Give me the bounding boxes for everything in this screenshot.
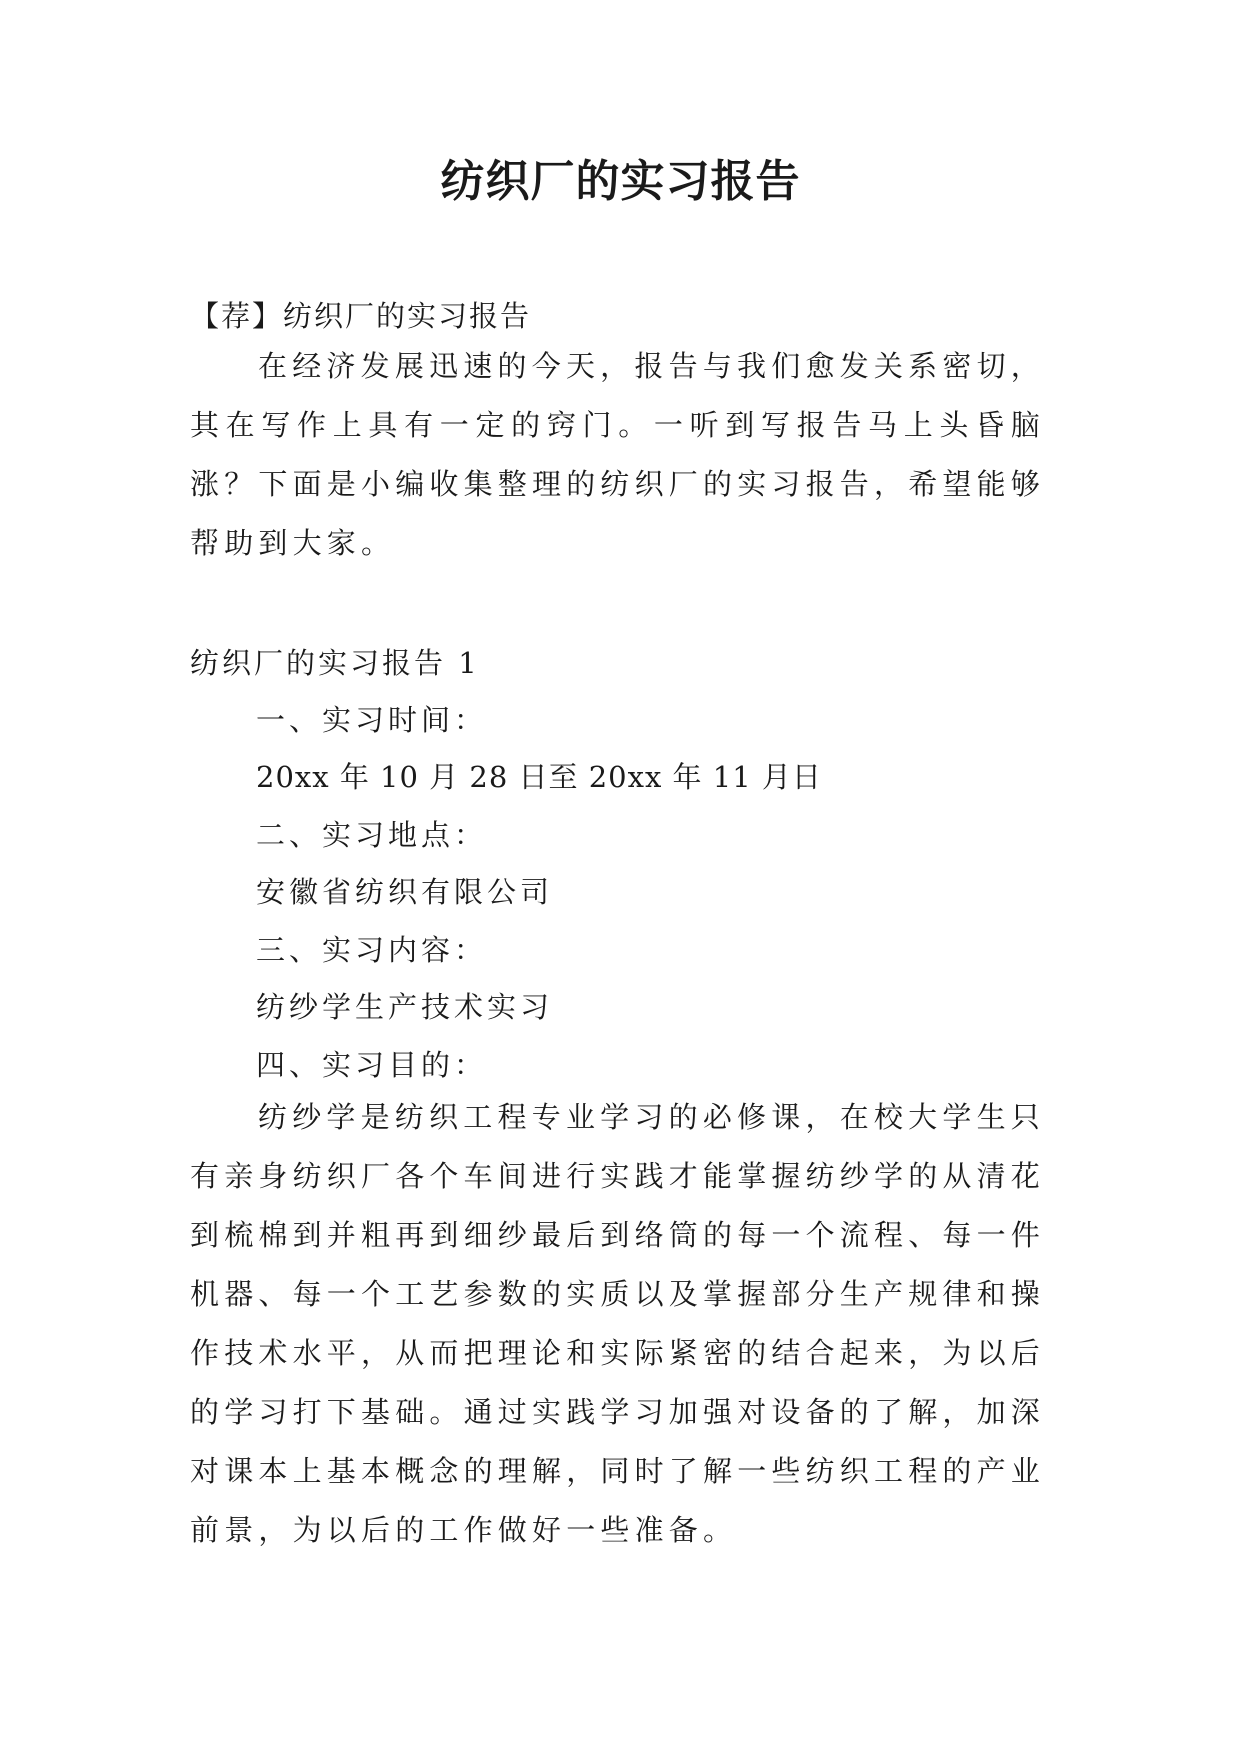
- section-heading: 纺织厂的实习报告 1: [190, 646, 480, 680]
- item-heading-location: 二、实习地点：: [256, 818, 488, 852]
- intro-paragraph: 在经济发展迅速的今天，报告与我们愈发关系密切，其在写作上具有一定的窍门。一听到写报告马上头昏脑涨？下面是小编收集整理的纺织厂的实习报告，希望能够帮助到大家。: [190, 349, 1046, 560]
- item-heading-purpose: 四、实习目的：: [256, 1048, 488, 1082]
- recommend-line: 【荐】纺织厂的实习报告: [190, 299, 532, 333]
- item-heading-content: 三、实习内容：: [256, 933, 488, 967]
- item-content-location: 安徽省纺织有限公司: [256, 875, 554, 909]
- item-content-time: 20xx 年 10 月 28 日至 20xx 年 11 月日: [256, 760, 822, 794]
- document-title: 纺织厂的实习报告: [440, 156, 801, 207]
- item-heading-time: 一、实习时间：: [256, 703, 488, 737]
- item-content-content: 纺纱学生产技术实习: [256, 990, 554, 1024]
- purpose-paragraph: 纺纱学是纺织工程专业学习的必修课，在校大学生只有亲身纺织厂各个车间进行实践才能掌握纺纱学的从清花到梳棉到并粗再到细纱最后到络筒的每一个流程、每一件机器、每一个工艺参数的实质以及掌握部分生产规律和操作技术水平，从而把理论和实际紧密的结合起来，为以后的学习打下基础。通过实践学习加强对设备的了解，加深对课本上基本概念的理解，同时了解一些纺织工程的产业前景，为以后的工作做好一些准备。: [190, 1100, 1046, 1547]
